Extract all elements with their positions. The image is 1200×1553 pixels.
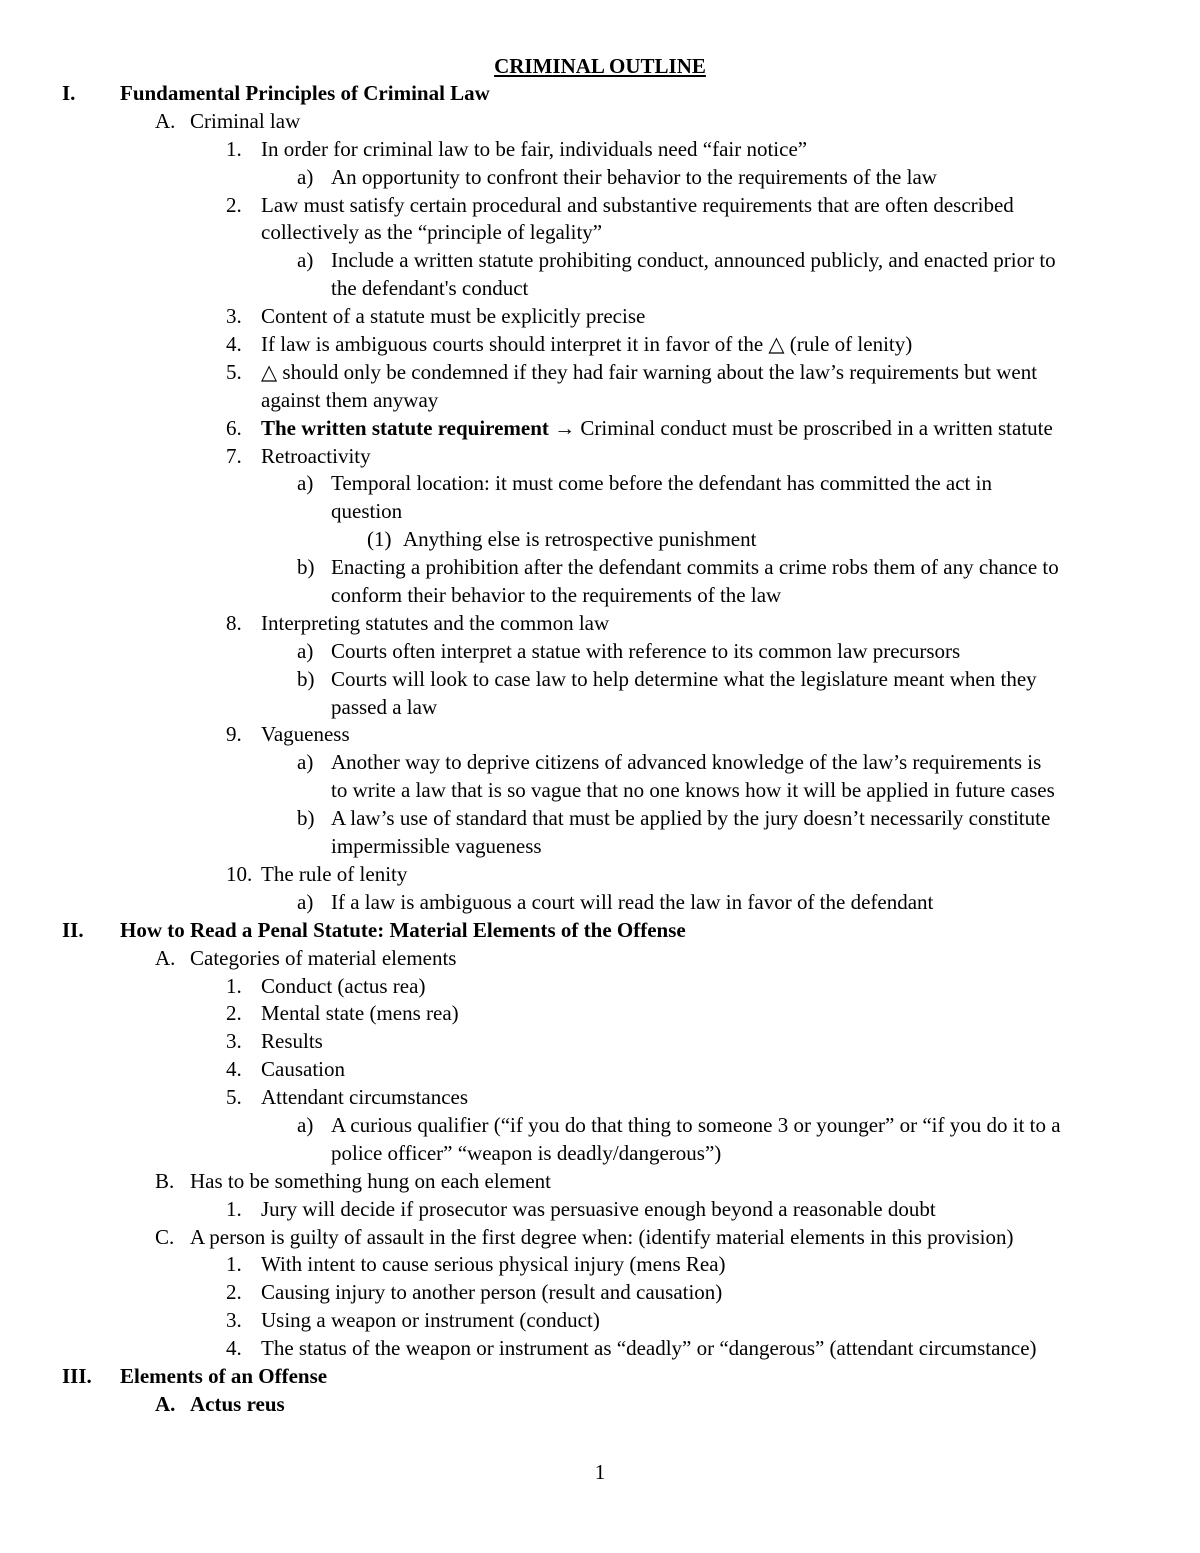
item-marker: A. [155,108,176,133]
item-marker: 1. [226,136,242,161]
outline-item [0,1307,1200,1335]
item-text: Jury will decide if prosecutor was persuasive enough beyond a reasonable doubt [261,1196,936,1221]
item-text: Vagueness [261,722,350,747]
item-marker: 2. [226,192,242,217]
item-text: Retroactivity [261,443,371,468]
item-text: If law is ambiguous courts should interpret it in favor of the △ (rule of lenity) [261,332,913,357]
item-continuation-text: question [331,499,403,524]
outline-item [0,554,1200,582]
item-marker: III. [62,1363,92,1388]
item-text: Courts often interpret a statue with reference to its common law precursors [331,638,961,663]
item-marker: 10. [226,861,253,886]
item-text: Law must satisfy certain procedural and substantive requirements that are often described [261,192,1014,217]
item-marker: a) [297,471,314,496]
item-text: Content of a statute must be explicitly precise [261,304,646,329]
item-marker: 5. [226,1085,242,1110]
item-marker: 4. [226,332,242,357]
item-text: With intent to cause serious physical injury (mens Rea) [261,1252,726,1277]
item-text: Courts will look to case law to help determine what the legislature meant when they [331,666,1037,691]
outline-item [0,443,1200,471]
item-continuation-text: impermissible vagueness [331,834,542,859]
item-continuation-text: police officer” “weapon is deadly/dangerous”) [331,1140,722,1165]
outline-item [0,1279,1200,1307]
item-marker: II. [62,917,84,942]
outline-item [0,526,1200,554]
outline-item [0,415,1200,443]
outline-item [0,861,1200,889]
item-text: Temporal location: it must come before the defendant has committed the act in [331,471,992,496]
item-marker: b) [297,555,315,580]
item-text: Causation [261,1057,345,1082]
outline-item [0,945,1200,973]
item-continuation [0,387,1200,415]
item-text: Another way to deprive citizens of advanced knowledge of the law’s requirements is [331,750,1042,775]
item-text: Using a weapon or instrument (conduct) [261,1308,600,1333]
item-rest-text: → Criminal conduct must be proscribed in a written statute [548,415,1053,440]
item-continuation [0,582,1200,610]
item-marker: 1. [226,973,242,998]
item-continuation-text: conform their behavior to the requirements of the law [331,583,782,608]
outline-item [0,610,1200,638]
item-marker: 1. [226,1196,242,1221]
outline-item [0,1391,1200,1419]
outline-item [0,1112,1200,1140]
item-continuation-text: the defendant's conduct [331,276,529,301]
item-marker: 8. [226,610,242,635]
item-marker: 3. [226,1029,242,1054]
item-text: Results [261,1029,323,1054]
item-marker: 2. [226,1280,242,1305]
item-text: Causing injury to another person (result and causation) [261,1280,723,1305]
item-continuation-text: passed a law [331,694,438,719]
item-text: Interpreting statutes and the common law [261,610,610,635]
item-marker: B. [155,1168,175,1193]
section-heading [0,1363,1200,1391]
item-marker: 3. [226,304,242,329]
item-text: Actus reus [190,1391,285,1416]
item-marker: 4. [226,1057,242,1082]
item-text: Has to be something hung on each element [190,1168,551,1193]
outline-item [0,805,1200,833]
item-marker: 7. [226,443,242,468]
outline-item [0,164,1200,192]
item-marker: a) [297,889,314,914]
item-continuation [0,1140,1200,1168]
item-text: Enacting a prohibition after the defendant commits a crime robs them of any chance to [331,555,1059,580]
item-text: In order for criminal law to be fair, individuals need “fair notice” [261,136,808,161]
outline-item [0,1196,1200,1224]
page-number: 1 [594,1460,606,1484]
item-text: Attendant circumstances [261,1085,469,1110]
outline-item [0,303,1200,331]
item-bold-text: The written statute requirement [261,415,549,440]
item-marker: 9. [226,722,242,747]
item-text: Categories of material elements [190,945,457,970]
item-text: If a law is ambiguous a court will read the law in favor of the defendant [331,889,934,914]
item-continuation [0,498,1200,526]
outline-item [0,1028,1200,1056]
outline-item [0,1056,1200,1084]
item-continuation-text: collectively as the “principle of legality” [261,220,603,245]
item-marker: C. [155,1224,175,1249]
item-marker: 2. [226,1001,242,1026]
item-continuation [0,219,1200,247]
item-text: Conduct (actus rea) [261,973,426,998]
outline-item [0,470,1200,498]
item-marker: (1) [367,527,392,552]
item-text: Anything else is retrospective punishment [403,527,757,552]
item-text [261,415,1053,443]
item-marker: a) [297,248,314,273]
outline-item [0,666,1200,694]
outline-item [0,1224,1200,1252]
item-text: Mental state (mens rea) [261,1001,459,1026]
outline-item [0,1335,1200,1363]
outline-item [0,1168,1200,1196]
item-text: The rule of lenity [261,861,408,886]
item-continuation-text: to write a law that is so vague that no one knows how it will be applied in future cases [331,778,1055,803]
item-continuation [0,694,1200,722]
item-text: △ should only be condemned if they had fair warning about the law’s requirements but went [261,359,1038,384]
outline-item [0,247,1200,275]
outline-item [0,1084,1200,1112]
item-marker: a) [297,1112,314,1137]
item-continuation [0,833,1200,861]
item-text: Criminal law [190,108,301,133]
item-text: The status of the weapon or instrument as “deadly” or “dangerous” (attendant circumstance) [261,1336,1037,1361]
item-marker: 3. [226,1308,242,1333]
outline-item [0,359,1200,387]
outline-item [0,192,1200,220]
outline-item [0,136,1200,164]
item-text: A person is guilty of assault in the first degree when: (identify material elements in this provision) [190,1224,1014,1249]
item-marker: 4. [226,1336,242,1361]
item-text: How to Read a Penal Statute: Material Elements of the Offense [120,917,686,942]
outline-item [0,721,1200,749]
item-text: Fundamental Principles of Criminal Law [120,81,490,105]
item-marker: 1. [226,1252,242,1277]
outline-item [0,108,1200,136]
outline-item [0,889,1200,917]
outline-item [0,638,1200,666]
outline-item [0,1251,1200,1279]
item-text: Elements of an Offense [120,1363,328,1388]
item-marker: A. [155,1391,176,1416]
section-heading [0,80,1200,108]
item-text: An opportunity to confront their behavior to the requirements of the law [331,164,937,189]
item-continuation [0,275,1200,303]
item-marker: 5. [226,359,242,384]
item-continuation-text: against them anyway [261,387,439,412]
item-text: A curious qualifier (“if you do that thing to someone 3 or younger” or “if you do it to a [331,1112,1061,1137]
outline-item [0,749,1200,777]
item-marker: b) [297,666,315,691]
document-title: CRIMINAL OUTLINE [494,54,706,78]
item-continuation [0,777,1200,805]
section-heading [0,917,1200,945]
outline-item [0,973,1200,1001]
item-marker: a) [297,750,314,775]
item-marker: b) [297,806,315,831]
item-marker: A. [155,945,176,970]
item-text: A law’s use of standard that must be applied by the jury doesn’t necessarily constitute [331,806,1051,831]
item-marker: 6. [226,415,242,440]
item-marker: a) [297,164,314,189]
outline-item [0,1000,1200,1028]
item-marker: a) [297,638,314,663]
item-text: Include a written statute prohibiting conduct, announced publicly, and enacted prior to [331,248,1056,273]
item-marker: I. [62,81,76,105]
outline-item [0,331,1200,359]
outline-list [0,80,1200,1419]
